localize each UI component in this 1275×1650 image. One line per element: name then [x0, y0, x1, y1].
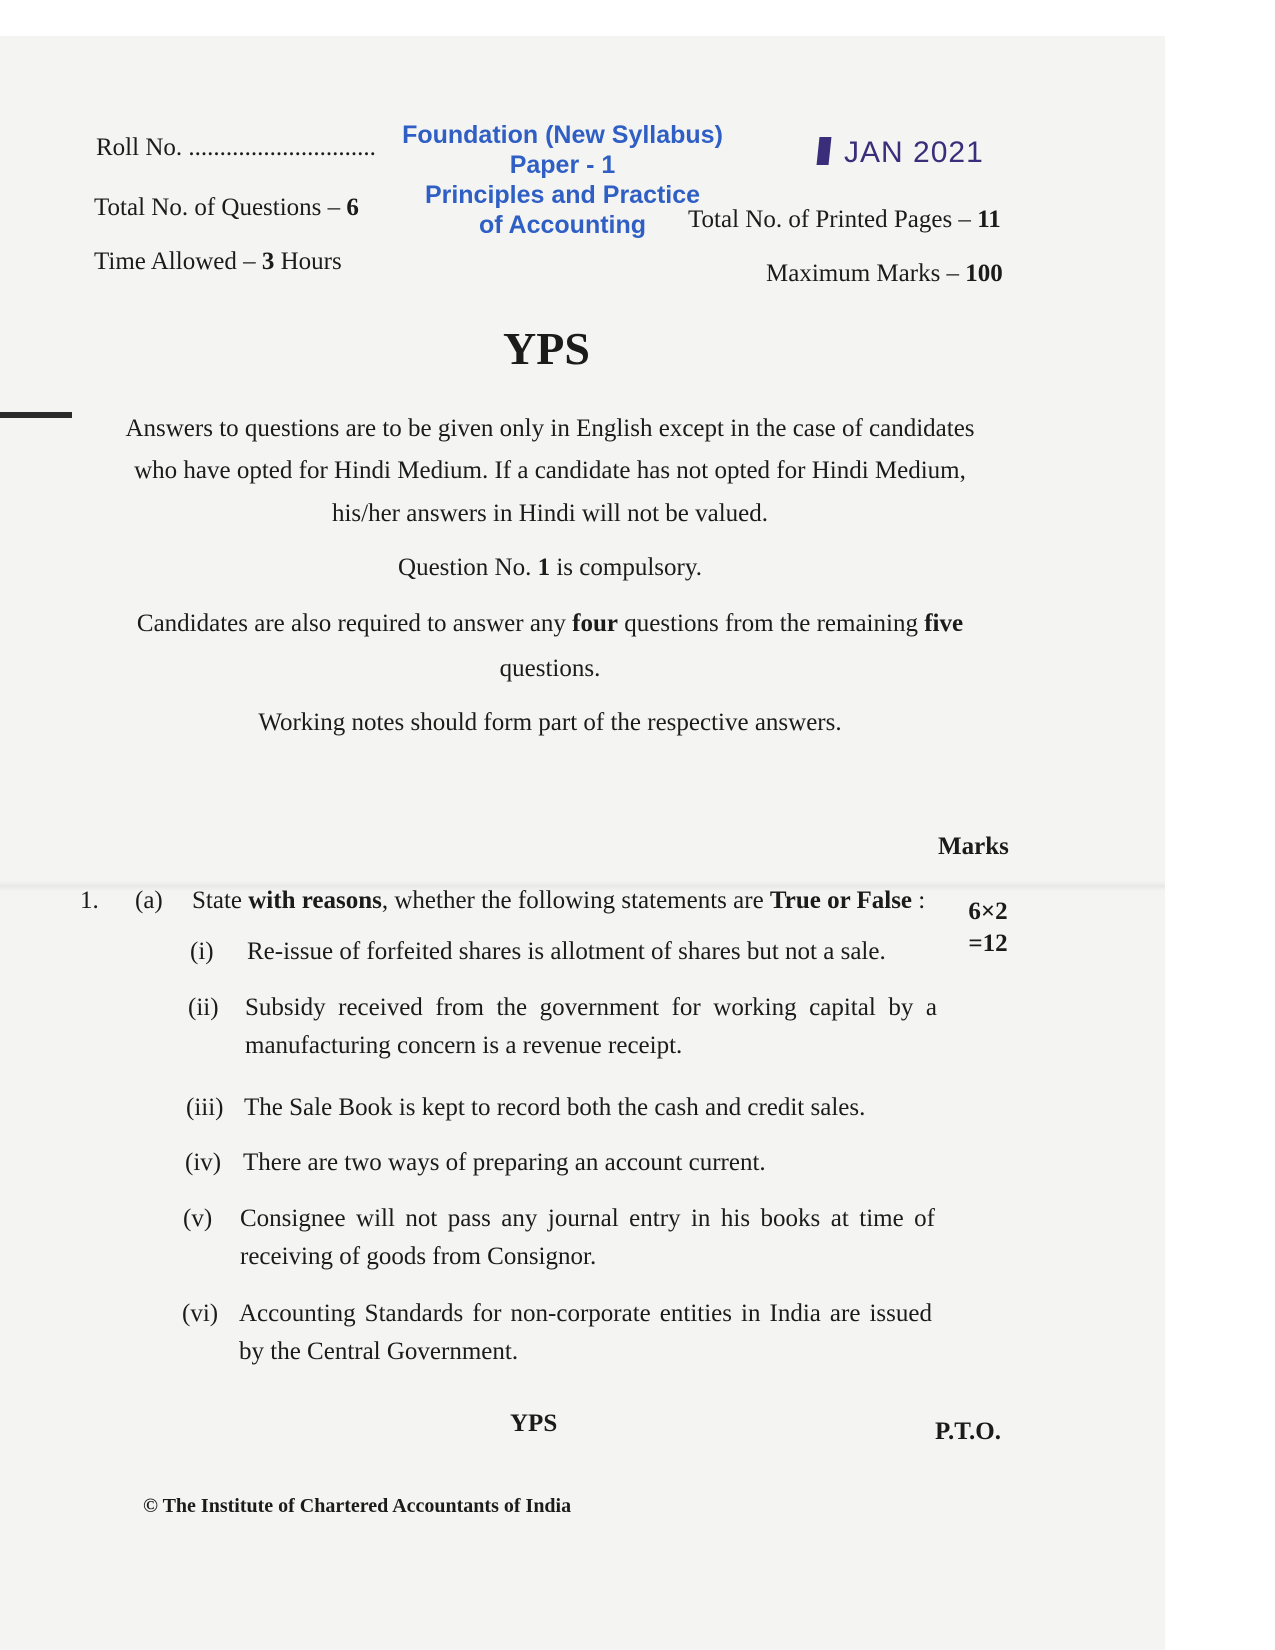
- instruction-line: Answers to questions are to be given only in English except in the case of candidates: [125, 415, 975, 442]
- compulsory-note: Question No. 1 is compulsory.: [398, 554, 702, 581]
- item-number: (iv): [185, 1149, 222, 1176]
- max-marks-value: 100: [965, 260, 1003, 287]
- question-part: (a): [135, 887, 163, 914]
- total-questions: [94, 194, 359, 222]
- please-turn-over: P.T.O.: [935, 1418, 1001, 1445]
- paper-number: Paper - 1: [509, 151, 616, 179]
- roll-label: Roll No. ..............................: [96, 134, 376, 161]
- item-number: (vi): [182, 1300, 219, 1327]
- question-number: 1.: [80, 887, 99, 914]
- instruction-line: his/her answers in Hindi will not be valued.: [331, 500, 769, 527]
- working-notes: Working notes should form part of the respective answers.: [258, 709, 842, 736]
- answer-requirement: Candidates are also required to answer any four questions from the remaining five: [136, 610, 964, 637]
- footer-paper-code: YPS: [510, 1410, 558, 1437]
- statement-text: Subsidy received from the government for working capital by a manufacturing concern is a revenue receipt.: [245, 994, 937, 1059]
- time-allowed: [94, 248, 342, 276]
- syllabus-line: Foundation (New Syllabus): [402, 121, 723, 149]
- total-questions-label: Total No. of Questions –: [94, 194, 347, 221]
- instruction-line: who have opted for Hindi Medium. If a candidate has not opted for Hindi Medium,: [134, 457, 966, 484]
- syllabus-title: [400, 120, 725, 240]
- statement-text: Consignee will not pass any journal entry in his books at time of receiving of goods from Consignor.: [240, 1205, 935, 1270]
- statement-text: Accounting Standards for non-corporate entities in India are issued by the Central Government.: [239, 1300, 932, 1365]
- statement-text: The Sale Book is kept to record both the cash and credit sales.: [244, 1094, 866, 1121]
- time-label: Time Allowed –: [94, 248, 262, 275]
- statement-text: There are two ways of preparing an account current.: [243, 1149, 766, 1176]
- margin-mark: [0, 412, 72, 418]
- item-number: (i): [190, 938, 214, 965]
- exam-page: [0, 36, 1165, 1650]
- date-stamp: [818, 136, 984, 170]
- stamp-text: JAN 2021: [844, 136, 984, 169]
- question-stem: State with reasons, whether the following statements are True or False :: [192, 887, 926, 914]
- roll-number-field: [96, 134, 376, 162]
- question-marks: 6×2 =12: [968, 898, 1008, 957]
- marks-heading: Marks: [938, 833, 1009, 860]
- statement-text: Re-issue of forfeited shares is allotment of shares but not a sale.: [247, 938, 886, 965]
- printed-pages-value: 11: [977, 206, 1001, 233]
- maximum-marks: [766, 260, 1003, 288]
- answer-requirement-cont: questions.: [499, 655, 601, 682]
- stamp-block-icon: [817, 137, 832, 165]
- copyright-notice: © The Institute of Chartered Accountants of India: [143, 1495, 572, 1517]
- item-number: (v): [183, 1205, 213, 1232]
- printed-pages: [688, 206, 1001, 234]
- time-unit: Hours: [274, 248, 342, 275]
- item-number: (ii): [188, 994, 219, 1021]
- total-questions-value: 6: [346, 194, 359, 221]
- max-marks-label: Maximum Marks –: [766, 260, 966, 287]
- paper-code: YPS: [503, 323, 590, 374]
- item-number: (iii): [186, 1094, 224, 1121]
- subject-line-1: Principles and Practice: [424, 181, 701, 209]
- time-value: 3: [261, 248, 275, 275]
- printed-pages-label: Total No. of Printed Pages –: [688, 206, 978, 233]
- subject-line-2: of Accounting: [478, 211, 647, 239]
